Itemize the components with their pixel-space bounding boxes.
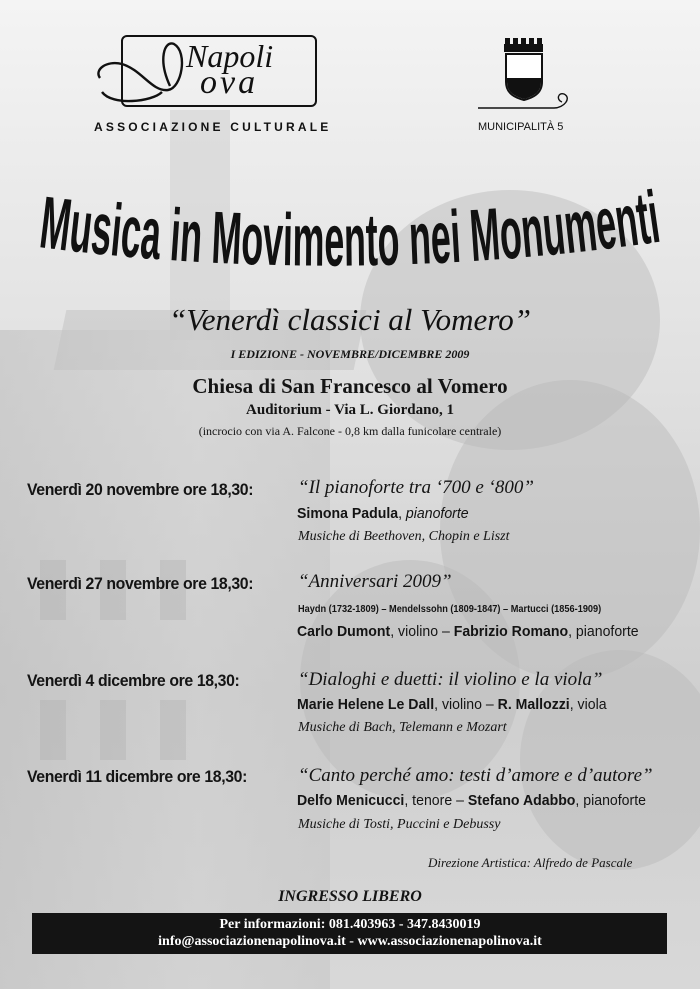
performer-name: Delfo Menicucci: [297, 792, 405, 809]
event-performers: Marie Helene Le Dall, violino – R. Mallozzi, viola: [297, 696, 607, 713]
main-title: [0, 155, 700, 275]
event-title: “Anniversari 2009”: [298, 571, 452, 592]
venue-directions: (incrocio con via A. Falcone - 0,8 km dalla funicolare centrale): [198, 424, 502, 438]
free-entry-label: INGRESSO LIBERO: [278, 888, 422, 905]
association-label: ASSOCIAZIONE CULTURALE: [94, 120, 332, 134]
info-contacts: info@associazionenapolinova.it - www.associazionenapolinova.it: [158, 934, 542, 949]
event-music: Musiche di Beethoven, Chopin e Liszt: [298, 529, 510, 544]
event-music: Musiche di Tosti, Puccini e Debussy: [298, 817, 501, 832]
event-composers: Haydn (1732-1809) – Mendelssohn (1809-1847) – Martucci (1856-1909): [298, 604, 602, 615]
svg-text:Musica in Movimento nei Monume: [36, 173, 675, 275]
event-music: Musiche di Bach, Telemann e Mozart: [298, 720, 507, 735]
municipality-crest-icon: [476, 34, 576, 118]
event-date: Venerdì 27 novembre ore 18,30:: [27, 574, 254, 593]
event-title: “Canto perché amo: testi d’amore e d’autore”: [298, 765, 653, 786]
edition-label: I EDIZIONE - NOVEMBRE/DICEMBRE 2009: [230, 347, 470, 361]
performer-name: Marie Helene Le Dall: [297, 696, 435, 713]
main-title-text: Musica in Movimento nei Monumenti: [36, 173, 675, 275]
performer-name: Stefano Adabbo: [467, 792, 576, 809]
performer-name: R. Mallozzi: [497, 696, 570, 713]
event-title: “Il pianoforte tra ‘700 e ‘800”: [298, 477, 534, 498]
event-performers: Simona Padula, pianoforte: [297, 505, 469, 522]
event-performers: Carlo Dumont, violino – Fabrizio Romano, pianoforte: [297, 623, 639, 640]
subtitle: “Venerdì classici al Vomero”: [169, 302, 531, 337]
event-title: “Dialoghi e duetti: il violino e la viola”: [298, 669, 603, 690]
event-date: Venerdì 20 novembre ore 18,30:: [27, 480, 254, 499]
event-performers: Delfo Menicucci, tenore – Stefano Adabbo, pianoforte: [297, 792, 646, 809]
info-phone: Per informazioni: 081.403963 - 347.8430019: [219, 917, 481, 932]
event-date: Venerdì 4 dicembre ore 18,30:: [27, 671, 240, 690]
venue-address: Auditorium - Via L. Giordano, 1: [246, 402, 454, 418]
logo-text-bottom: ova: [200, 64, 259, 101]
logo-text-top: Napoli: [186, 38, 274, 74]
artistic-direction: Direzione Artistica: Alfredo de Pascale: [428, 855, 633, 870]
performer-name: Fabrizio Romano: [453, 623, 569, 640]
venue-name: Chiesa di San Francesco al Vomero: [192, 374, 508, 398]
performer-name: Simona Padula: [297, 505, 399, 522]
performer-name: Carlo Dumont: [297, 623, 391, 640]
event-date: Venerdì 11 dicembre ore 18,30:: [27, 767, 247, 786]
municipality-label: MUNICIPALITÀ 5: [478, 121, 564, 133]
performer-role: pianoforte: [405, 505, 469, 522]
